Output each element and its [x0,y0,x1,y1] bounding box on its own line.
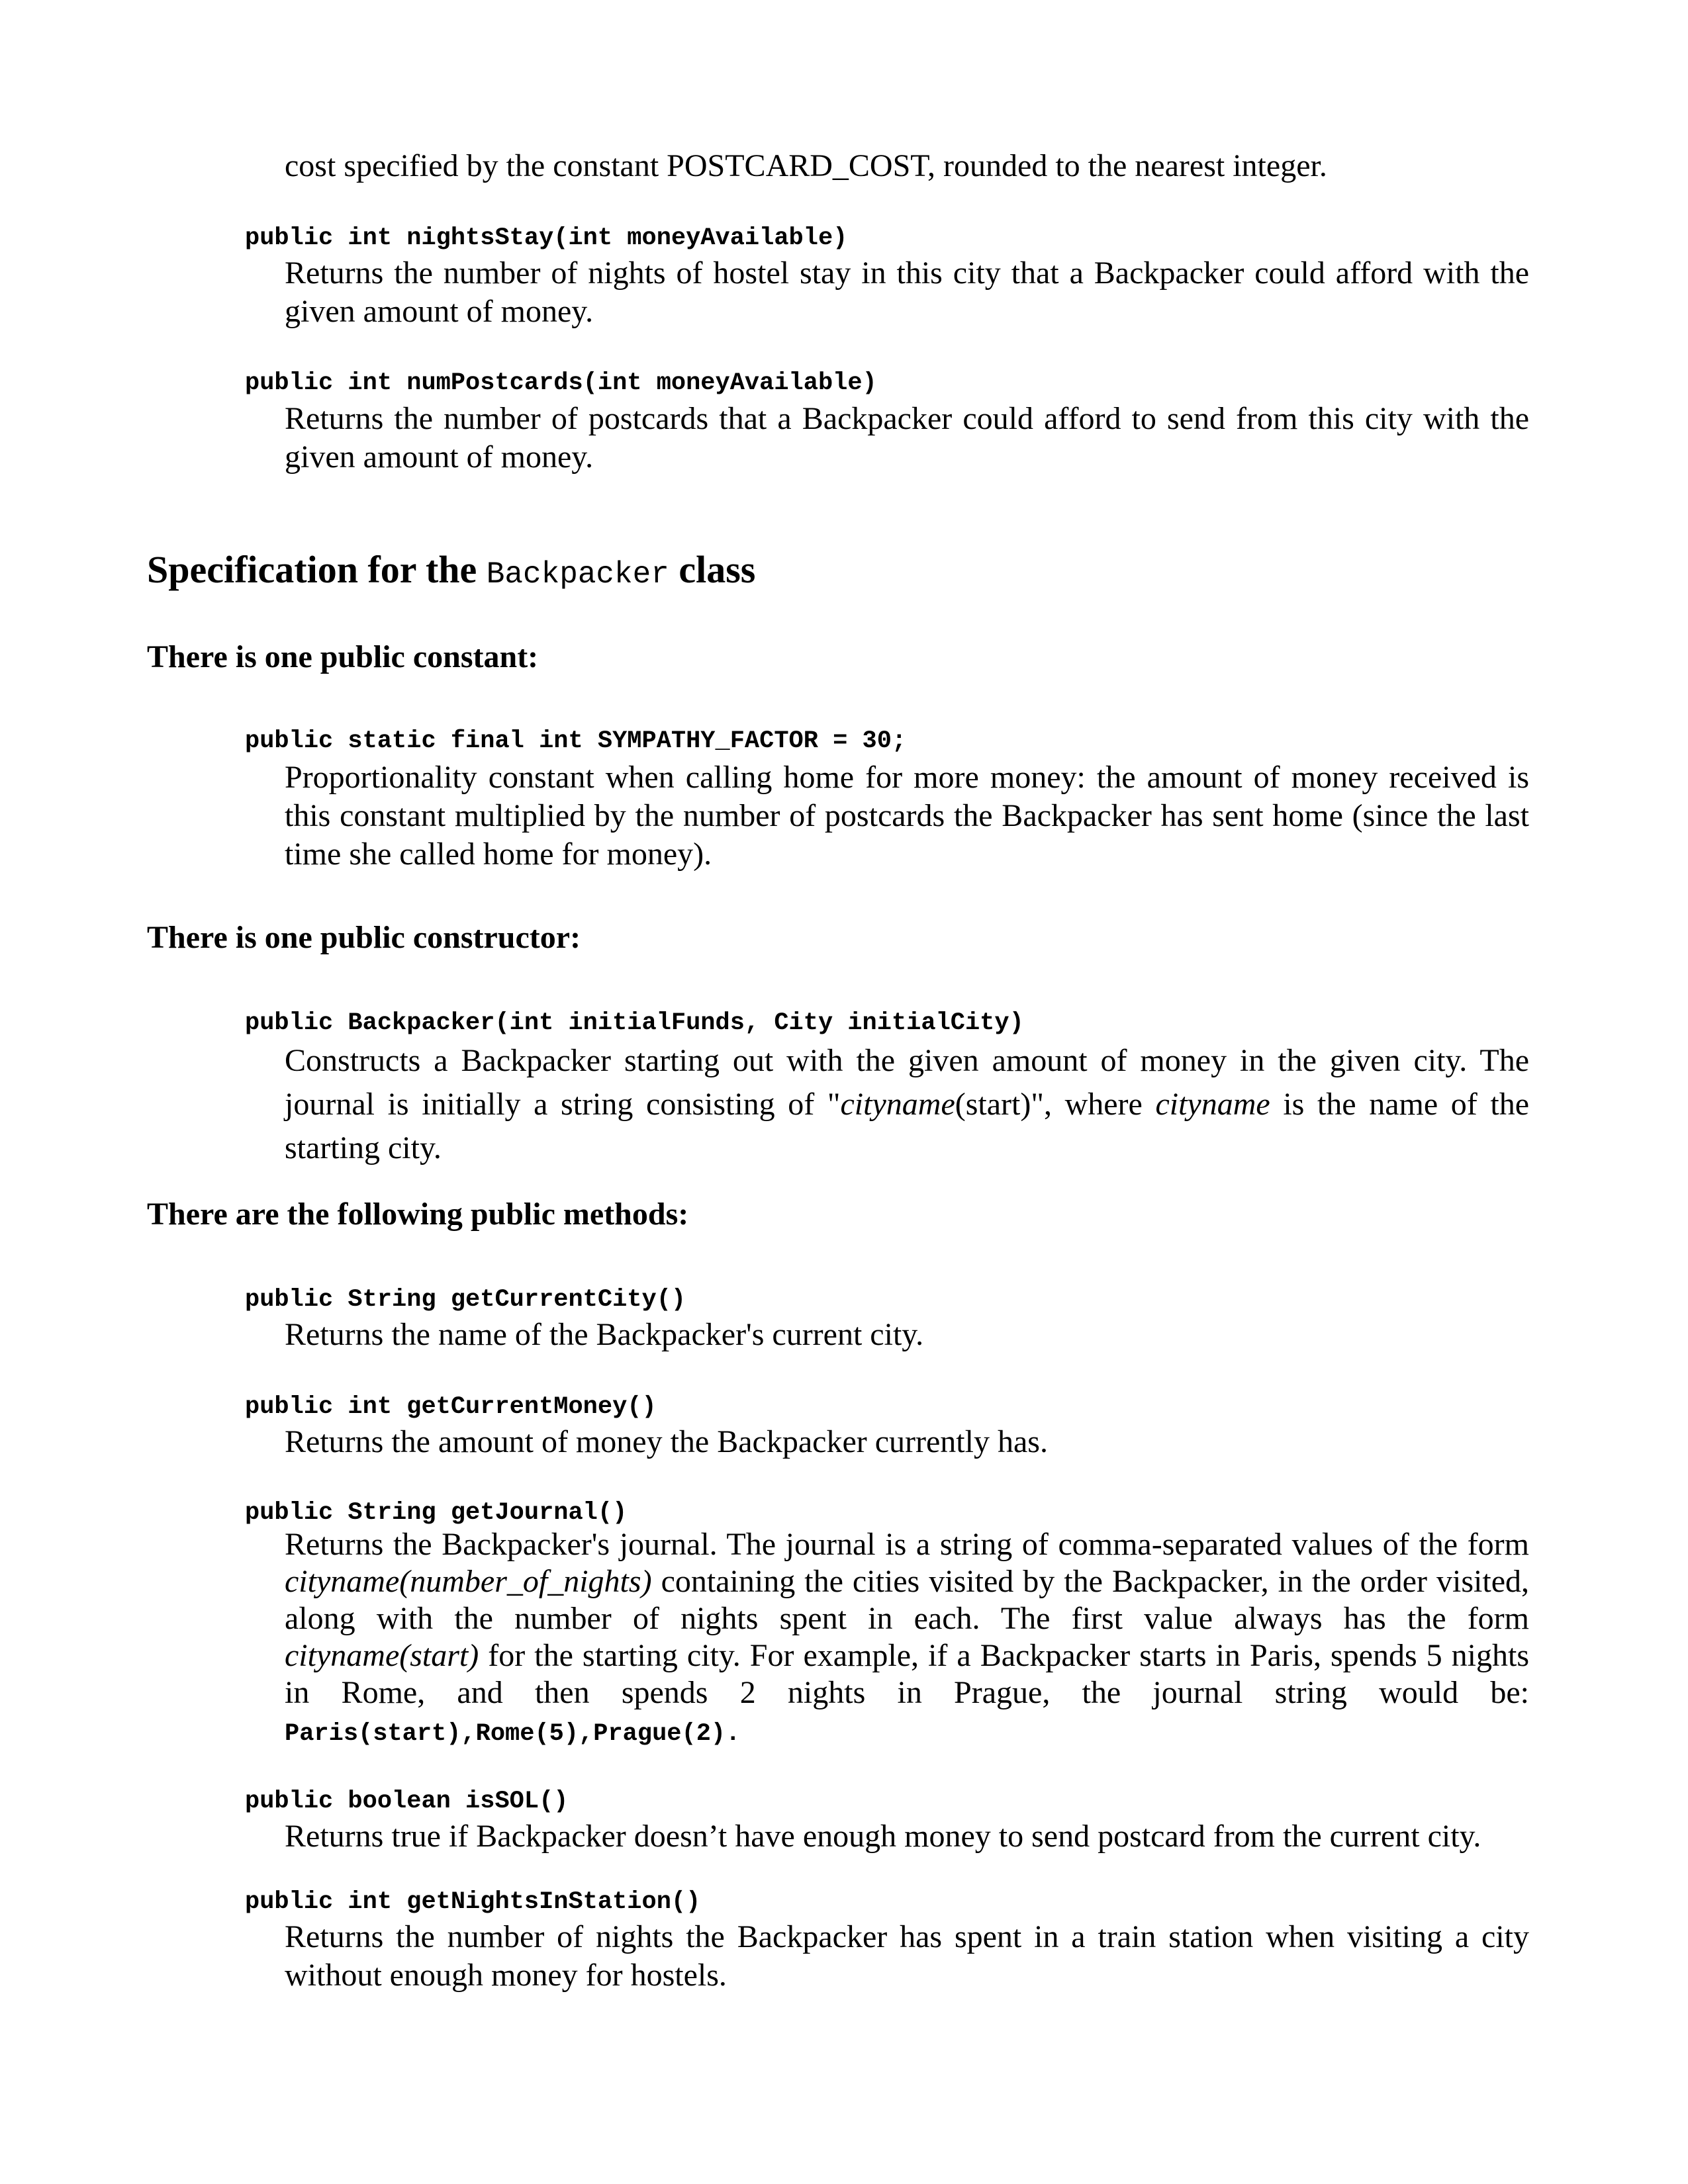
constructor-signature: public Backpacker(int initialFunds, City initialCity) [245,1009,1024,1037]
method-description-issol: Returns true if Backpacker doesn’t have enough money to send postcard from the current city. [285,1819,1481,1854]
method-description-getcurrentcity: Returns the name of the Backpacker's current city. [285,1317,924,1352]
constant-signature: public static final int SYMPATHY_FACTOR = 30; [245,727,907,755]
method-signature-getcurrentcity: public String getCurrentCity() [245,1286,686,1314]
getjournal-desc-code-example: Paris(start),Rome(5),Prague(2). [285,1720,741,1748]
constructor-desc-text-2: (start)", where [955,1087,1156,1122]
constructor-desc-italic-2: cityname [1155,1087,1270,1122]
getjournal-desc-italic-2: cityname(start) [285,1638,479,1673]
constructor-heading: There is one public constructor: [147,920,581,955]
method-signature-numpostcards: public int numPostcards(int moneyAvailable) [245,369,877,397]
constant-description: Proportionality constant when calling home for more money: the amount of money received is this constant multiplied by the number of postcards the Backpacker has sent home (since the last time she called home for money). [285,760,1529,872]
constants-heading: There is one public constant: [147,639,539,674]
constructor-description [285,1039,1529,1170]
method-description-nightsstay: Returns the number of nights of hostel stay in this city that a Backpacker could afford with the given amount of money. [285,255,1529,329]
getjournal-desc-text-2: containing the cities visited by the Backpacker, in the order visited, along with the number of nights spent in each. The first value always has the form [285,1564,1529,1636]
constructor-desc-text-1: Constructs a Backpacker starting out with the given amount of money in the given city. The journal is initially a string consisting of " [285,1043,1529,1122]
section-title-prefix: Specification for the [147,548,487,591]
method-signature-getjournal: public String getJournal() [245,1499,628,1527]
constructor-desc-italic-1: cityname [840,1087,955,1122]
method-description-getnightsinstation: Returns the number of nights the Backpacker has spent in a train station when visiting a city without enough money for hostels. [285,1919,1529,1993]
methods-heading: There are the following public methods: [147,1197,689,1232]
getjournal-desc-text-3: for the starting city. For example, if a Backpacker starts in Paris, spends 5 nights in Rome, and then spends 2 nights in Prague, the journal string would be: [285,1638,1529,1710]
getjournal-desc-text-1: Returns the Backpacker's journal. The journal is a string of comma-separated values of the form [285,1527,1529,1562]
method-description-getcurrentmoney: Returns the amount of money the Backpacker currently has. [285,1424,1048,1459]
method-signature-getcurrentmoney: public int getCurrentMoney() [245,1393,657,1421]
method-signature-issol: public boolean isSOL() [245,1788,569,1815]
continuation-text: cost specified by the constant POSTCARD_COST, rounded to the nearest integer. [285,148,1327,183]
method-description-numpostcards: Returns the number of postcards that a Backpacker could afford to send from this city with the given amount of money. [285,401,1529,475]
constructor-desc-text-3: is the name of the starting city. [285,1087,1530,1165]
section-title-class-name: Backpacker [486,557,669,592]
method-signature-getnightsinstation: public int getNightsInStation() [245,1888,701,1916]
method-signature-nightsstay: public int nightsStay(int moneyAvailable) [245,224,848,252]
getjournal-desc-italic-1: cityname(number_of_nights) [285,1564,652,1599]
method-description-getjournal [285,1526,1529,1752]
section-title-suffix: class [669,548,756,591]
section-title [147,547,755,598]
